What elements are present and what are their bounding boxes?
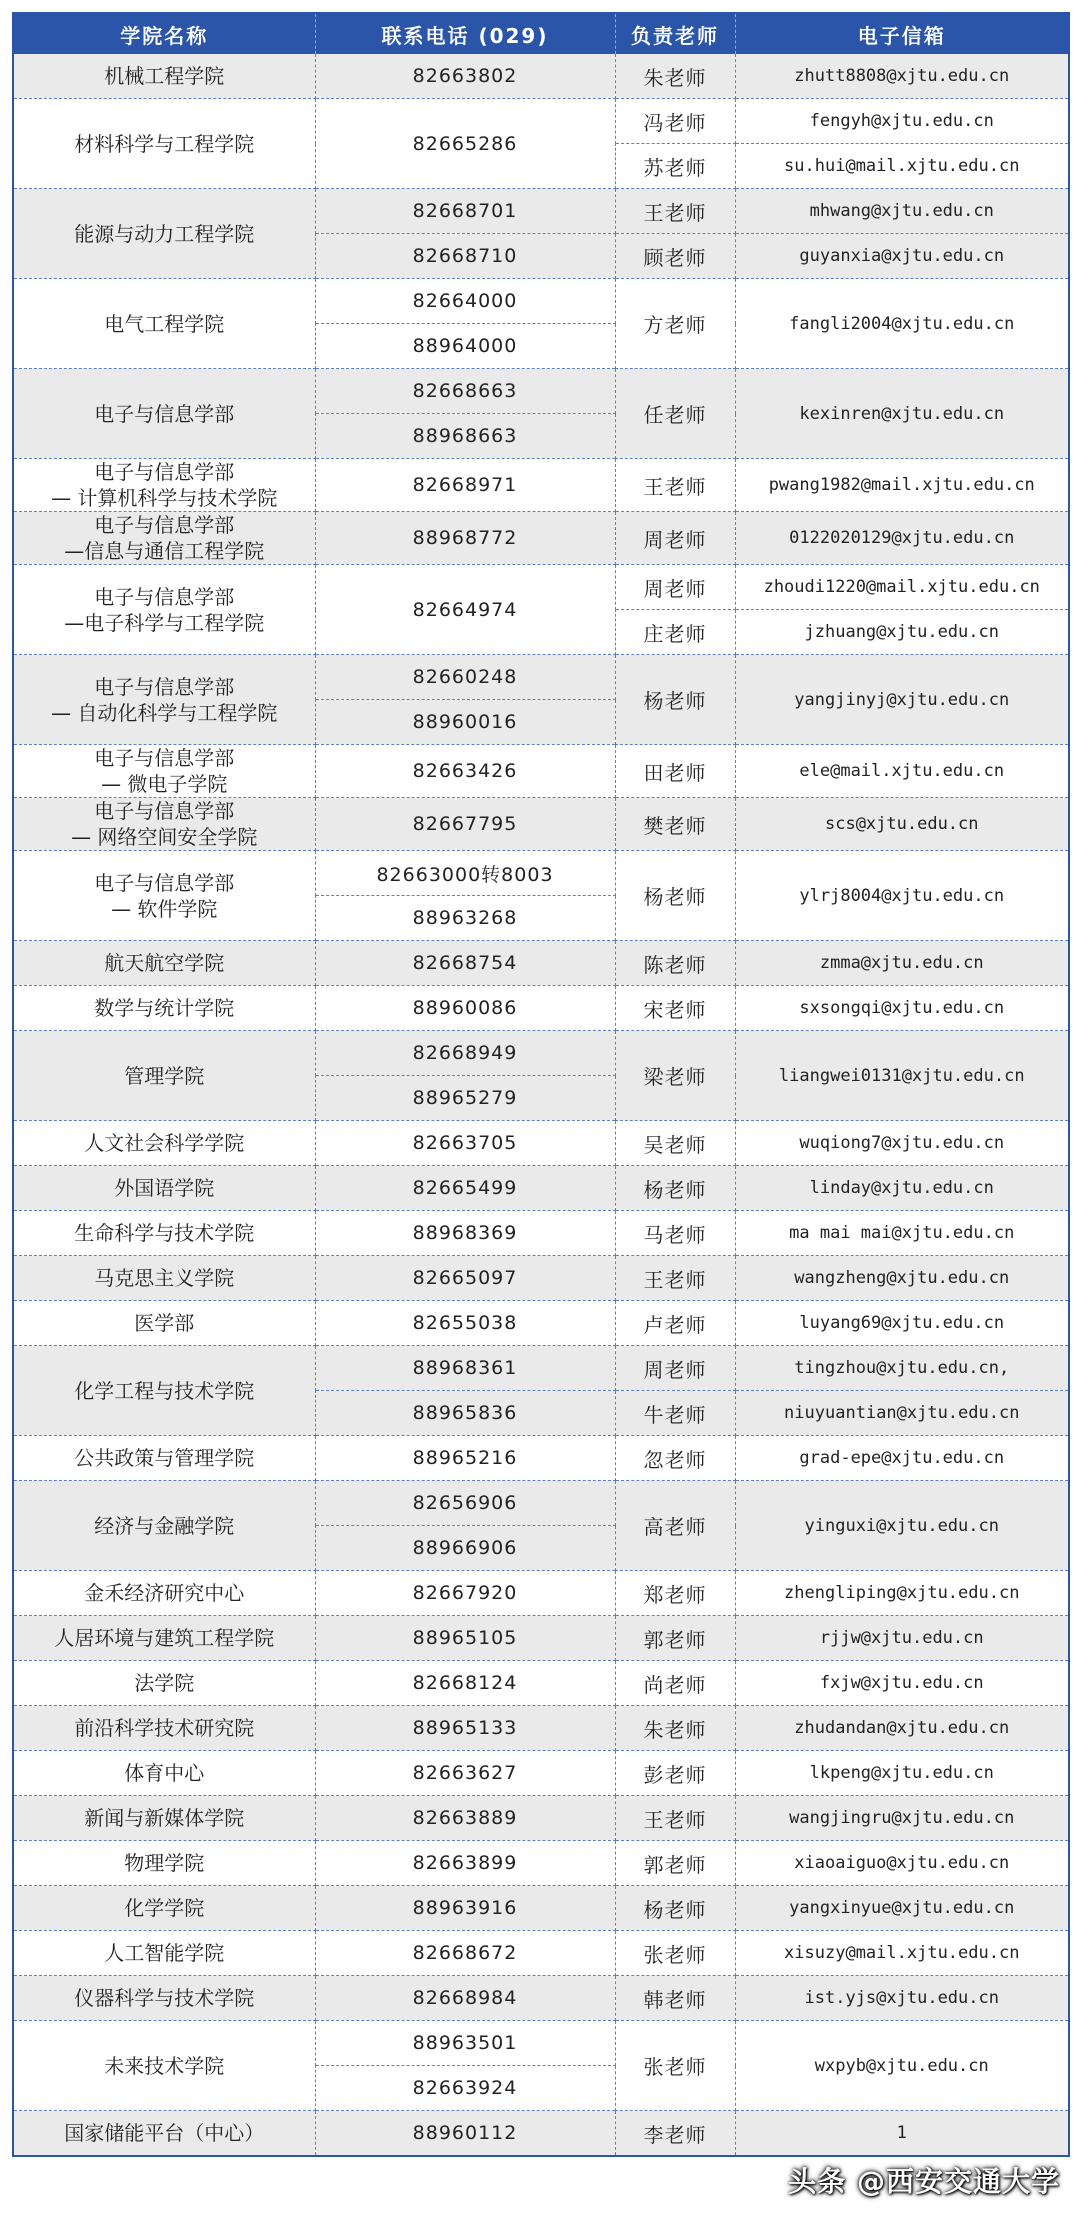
table-row xyxy=(13,655,1069,700)
phone-cell: 82668754 xyxy=(315,941,615,986)
table-row xyxy=(13,1301,1069,1346)
phone-cell: 88966906 xyxy=(315,1526,615,1571)
email-link[interactable]: zhoudi1220@mail.xjtu.edu.cn xyxy=(735,565,1069,610)
college-cell xyxy=(13,1706,315,1751)
college-cell xyxy=(13,1751,315,1796)
college-name-line: 电子与信息学部 xyxy=(94,674,235,699)
email-link[interactable]: yangjinyj@xjtu.edu.cn xyxy=(735,655,1069,745)
teacher-cell: 周老师 xyxy=(615,565,735,610)
college-name-line: 电子与信息学部 xyxy=(94,460,235,484)
phone-cell: 82655038 xyxy=(315,1301,615,1346)
table-row xyxy=(13,279,1069,324)
college-name-line: 人工智能学院 xyxy=(104,1941,225,1965)
table-row xyxy=(13,1166,1069,1211)
teacher-cell: 宋老师 xyxy=(615,986,735,1031)
teacher-cell: 朱老师 xyxy=(615,1706,735,1751)
table-row xyxy=(13,1751,1069,1796)
table-row xyxy=(13,459,1069,512)
college-name-line: 电子与信息学部 xyxy=(94,584,235,609)
table-row xyxy=(13,565,1069,610)
email-link[interactable]: xisuzy@mail.xjtu.edu.cn xyxy=(735,1931,1069,1976)
table-row xyxy=(13,1976,1069,2021)
table-row xyxy=(13,99,1069,144)
phone-cell: 82668672 xyxy=(315,1931,615,1976)
email-link[interactable]: zhengliping@xjtu.edu.cn xyxy=(735,1571,1069,1616)
email-link[interactable]: su.hui@mail.xjtu.edu.cn xyxy=(735,144,1069,189)
email-link[interactable]: fengyh@xjtu.edu.cn xyxy=(735,99,1069,144)
table-row xyxy=(13,2021,1069,2066)
college-name-line: 经济与金融学院 xyxy=(94,1513,235,1538)
college-name-line: 生命科学与技术学院 xyxy=(74,1221,255,1245)
college-name-line: 医学部 xyxy=(134,1311,195,1335)
college-cell xyxy=(13,2111,315,2157)
phone-cell: 88960112 xyxy=(315,2111,615,2157)
college-name-line: —电子科学与工程学院 xyxy=(64,610,265,635)
teacher-cell: 王老师 xyxy=(615,1256,735,1301)
college-name-line: — 网络空间安全学院 xyxy=(71,825,258,849)
college-cell xyxy=(13,189,315,279)
email-link[interactable]: ist.yjs@xjtu.edu.cn xyxy=(735,1976,1069,2021)
phone-cell: 82656906 xyxy=(315,1481,615,1526)
teacher-cell: 任老师 xyxy=(615,369,735,459)
email-link[interactable]: yangxinyue@xjtu.edu.cn xyxy=(735,1886,1069,1931)
table-row xyxy=(13,1931,1069,1976)
email-link[interactable]: 1 xyxy=(735,2111,1069,2157)
phone-cell: 88963268 xyxy=(315,896,615,941)
college-cell xyxy=(13,1796,315,1841)
teacher-cell: 杨老师 xyxy=(615,1886,735,1931)
teacher-cell: 马老师 xyxy=(615,1211,735,1256)
teacher-cell: 梁老师 xyxy=(615,1031,735,1121)
college-name-line: 数学与统计学院 xyxy=(94,996,235,1020)
email-link[interactable]: pwang1982@mail.xjtu.edu.cn xyxy=(735,459,1069,512)
table-row xyxy=(13,1031,1069,1076)
teacher-cell: 庄老师 xyxy=(615,610,735,655)
college-name-line: — 计算机科学与技术学院 xyxy=(51,486,278,510)
college-cell xyxy=(13,1571,315,1616)
email-link[interactable]: ele@mail.xjtu.edu.cn xyxy=(735,745,1069,798)
phone-cell: 82665286 xyxy=(315,99,615,189)
table-row xyxy=(13,851,1069,896)
phone-cell: 82663899 xyxy=(315,1841,615,1886)
table-row xyxy=(13,1616,1069,1661)
teacher-cell: 郭老师 xyxy=(615,1616,735,1661)
email-link[interactable]: scs@xjtu.edu.cn xyxy=(735,798,1069,851)
college-cell xyxy=(13,1931,315,1976)
teacher-cell: 杨老师 xyxy=(615,851,735,941)
phone-cell: 82667920 xyxy=(315,1571,615,1616)
teacher-cell: 吴老师 xyxy=(615,1121,735,1166)
phone-cell: 82663802 xyxy=(315,54,615,99)
phone-cell: 82665097 xyxy=(315,1256,615,1301)
teacher-cell: 彭老师 xyxy=(615,1751,735,1796)
table-row xyxy=(13,1886,1069,1931)
phone-cell: 82665499 xyxy=(315,1166,615,1211)
college-name-line: —信息与通信工程学院 xyxy=(64,539,265,563)
teacher-cell: 朱老师 xyxy=(615,54,735,99)
phone-cell: 88965836 xyxy=(315,1391,615,1436)
college-name-line: 航天航空学院 xyxy=(104,951,225,975)
college-name-line: 公共政策与管理学院 xyxy=(74,1446,255,1470)
teacher-cell: 周老师 xyxy=(615,1346,735,1391)
phone-cell: 82667795 xyxy=(315,798,615,851)
email-link[interactable]: linday@xjtu.edu.cn xyxy=(735,1166,1069,1211)
teacher-cell: 苏老师 xyxy=(615,144,735,189)
phone-cell: 82660248 xyxy=(315,655,615,700)
phone-cell: 82668701 xyxy=(315,189,615,234)
phone-cell: 88968663 xyxy=(315,414,615,459)
table-row xyxy=(13,986,1069,1031)
college-name-line: — 微电子学院 xyxy=(101,772,228,796)
college-cell xyxy=(13,941,315,986)
teacher-cell: 王老师 xyxy=(615,459,735,512)
college-cell xyxy=(13,1886,315,1931)
college-cell xyxy=(13,2021,315,2111)
college-name-line: 物理学院 xyxy=(124,1851,205,1875)
phone-cell: 82668949 xyxy=(315,1031,615,1076)
teacher-cell: 顾老师 xyxy=(615,234,735,279)
college-cell xyxy=(13,99,315,189)
college-cell xyxy=(13,745,315,798)
phone-cell: 82663705 xyxy=(315,1121,615,1166)
email-link[interactable]: liangwei0131@xjtu.edu.cn xyxy=(735,1031,1069,1121)
phone-cell: 88965216 xyxy=(315,1436,615,1481)
table-row xyxy=(13,512,1069,565)
email-link[interactable]: zmma@xjtu.edu.cn xyxy=(735,941,1069,986)
phone-cell: 82668710 xyxy=(315,234,615,279)
phone-cell: 88960086 xyxy=(315,986,615,1031)
college-name-line: 人文社会科学学院 xyxy=(84,1131,245,1155)
teacher-cell: 牛老师 xyxy=(615,1391,735,1436)
phone-cell: 88965133 xyxy=(315,1706,615,1751)
college-cell xyxy=(13,512,315,565)
teacher-cell: 杨老师 xyxy=(615,1166,735,1211)
college-cell xyxy=(13,851,315,941)
phone-cell: 82664974 xyxy=(315,565,615,655)
college-name-line: 国家储能平台（中心） xyxy=(64,2121,265,2145)
watermark: 头条 @西安交通大学 xyxy=(788,2165,1060,2198)
email-link[interactable]: ma mai mai@xjtu.edu.cn xyxy=(735,1211,1069,1256)
table-row xyxy=(13,1121,1069,1166)
college-name-line: 材料科学与工程学院 xyxy=(74,131,255,156)
phone-cell: 82663889 xyxy=(315,1796,615,1841)
college-cell xyxy=(13,54,315,99)
teacher-cell: 张老师 xyxy=(615,2021,735,2111)
phone-cell: 88963501 xyxy=(315,2021,615,2066)
phone-cell: 88968369 xyxy=(315,1211,615,1256)
phone-cell: 82663627 xyxy=(315,1751,615,1796)
teacher-cell: 韩老师 xyxy=(615,1976,735,2021)
college-name-line: 前沿科学技术研究院 xyxy=(74,1716,255,1740)
college-cell xyxy=(13,1166,315,1211)
college-name-line: 机械工程学院 xyxy=(104,64,225,88)
email-link[interactable]: xiaoaiguo@xjtu.edu.cn xyxy=(735,1841,1069,1886)
college-cell xyxy=(13,1121,315,1166)
header-phone: 联系电话 (029) xyxy=(315,13,615,54)
college-cell xyxy=(13,798,315,851)
table-body xyxy=(13,54,1069,2156)
table-row xyxy=(13,369,1069,414)
phone-cell: 82668663 xyxy=(315,369,615,414)
email-link[interactable]: wuqiong7@xjtu.edu.cn xyxy=(735,1121,1069,1166)
email-link[interactable]: tingzhou@xjtu.edu.cn, xyxy=(735,1346,1069,1391)
college-name-line: 法学院 xyxy=(134,1671,195,1695)
email-link[interactable]: wangjingru@xjtu.edu.cn xyxy=(735,1796,1069,1841)
teacher-cell: 卢老师 xyxy=(615,1301,735,1346)
table-row xyxy=(13,1346,1069,1391)
email-link[interactable]: rjjw@xjtu.edu.cn xyxy=(735,1616,1069,1661)
college-cell xyxy=(13,1616,315,1661)
college-cell xyxy=(13,1841,315,1886)
college-name-line: 体育中心 xyxy=(124,1761,205,1785)
header-college: 学院名称 xyxy=(13,13,315,54)
college-name-line: 外国语学院 xyxy=(114,1176,215,1200)
college-name-line: 新闻与新媒体学院 xyxy=(84,1806,245,1830)
college-cell xyxy=(13,655,315,745)
college-name-line: 化学工程与技术学院 xyxy=(74,1378,255,1403)
email-link[interactable]: guyanxia@xjtu.edu.cn xyxy=(735,234,1069,279)
college-name-line: 电子与信息学部 xyxy=(94,746,235,770)
college-cell xyxy=(13,986,315,1031)
phone-cell: 88965279 xyxy=(315,1076,615,1121)
college-cell xyxy=(13,1211,315,1256)
table-row xyxy=(13,941,1069,986)
teacher-cell: 周老师 xyxy=(615,512,735,565)
college-name-line: 电气工程学院 xyxy=(104,311,225,336)
college-cell xyxy=(13,1346,315,1436)
table-row xyxy=(13,1706,1069,1751)
college-name-line: 电子与信息学部 xyxy=(94,401,235,426)
teacher-cell: 郑老师 xyxy=(615,1571,735,1616)
header-teacher: 负责老师 xyxy=(615,13,735,54)
college-cell xyxy=(13,1301,315,1346)
college-cell xyxy=(13,279,315,369)
teacher-cell: 冯老师 xyxy=(615,99,735,144)
email-link[interactable]: zhutt8808@xjtu.edu.cn xyxy=(735,54,1069,99)
college-name-line: 人居环境与建筑工程学院 xyxy=(54,1626,275,1650)
college-cell xyxy=(13,1436,315,1481)
email-link[interactable]: jzhuang@xjtu.edu.cn xyxy=(735,610,1069,655)
table-row xyxy=(13,54,1069,99)
phone-cell: 82668124 xyxy=(315,1661,615,1706)
email-link[interactable]: sxsongqi@xjtu.edu.cn xyxy=(735,986,1069,1031)
college-name-line: — 软件学院 xyxy=(111,896,218,921)
college-name-line: 化学学院 xyxy=(124,1896,205,1920)
teacher-cell: 张老师 xyxy=(615,1931,735,1976)
college-name-line: 电子与信息学部 xyxy=(94,870,235,895)
teacher-cell: 方老师 xyxy=(615,279,735,369)
college-name-line: 仪器科学与技术学院 xyxy=(74,1986,255,2010)
college-cell xyxy=(13,1481,315,1571)
college-cell xyxy=(13,369,315,459)
college-name-line: 能源与动力工程学院 xyxy=(74,221,255,246)
email-link[interactable]: kexinren@xjtu.edu.cn xyxy=(735,369,1069,459)
phone-cell: 88960016 xyxy=(315,700,615,745)
email-link[interactable]: niuyuantian@xjtu.edu.cn xyxy=(735,1391,1069,1436)
phone-cell: 82663426 xyxy=(315,745,615,798)
college-cell xyxy=(13,1256,315,1301)
phone-cell: 88968361 xyxy=(315,1346,615,1391)
teacher-cell: 陈老师 xyxy=(615,941,735,986)
table-row xyxy=(13,1796,1069,1841)
email-link[interactable]: mhwang@xjtu.edu.cn xyxy=(735,189,1069,234)
college-name-line: 未来技术学院 xyxy=(104,2053,225,2078)
email-link[interactable]: lkpeng@xjtu.edu.cn xyxy=(735,1751,1069,1796)
college-cell xyxy=(13,1031,315,1121)
teacher-cell: 樊老师 xyxy=(615,798,735,851)
phone-cell: 82663924 xyxy=(315,2066,615,2111)
table-row xyxy=(13,2111,1069,2157)
teacher-cell: 李老师 xyxy=(615,2111,735,2157)
email-link[interactable]: fangli2004@xjtu.edu.cn xyxy=(735,279,1069,369)
phone-cell: 82663000转8003 xyxy=(315,851,615,896)
table-header-row xyxy=(13,13,1069,54)
teacher-cell: 田老师 xyxy=(615,745,735,798)
email-link[interactable]: grad-epe@xjtu.edu.cn xyxy=(735,1436,1069,1481)
teacher-cell: 王老师 xyxy=(615,189,735,234)
college-name-line: 马克思主义学院 xyxy=(94,1266,235,1290)
phone-cell: 88963916 xyxy=(315,1886,615,1931)
teacher-cell: 尚老师 xyxy=(615,1661,735,1706)
table-row xyxy=(13,1571,1069,1616)
email-link[interactable]: ylrj8004@xjtu.edu.cn xyxy=(735,851,1069,941)
email-link[interactable]: yinguxi@xjtu.edu.cn xyxy=(735,1481,1069,1571)
teacher-cell: 杨老师 xyxy=(615,655,735,745)
email-link[interactable]: luyang69@xjtu.edu.cn xyxy=(735,1301,1069,1346)
table-row xyxy=(13,1211,1069,1256)
college-name-line: 金禾经济研究中心 xyxy=(84,1581,245,1605)
college-cell xyxy=(13,459,315,512)
contact-table xyxy=(12,12,1070,2157)
college-name-line: 电子与信息学部 xyxy=(94,513,235,537)
email-link[interactable]: 0122020129@xjtu.edu.cn xyxy=(735,512,1069,565)
table-row xyxy=(13,798,1069,851)
college-name-line: 管理学院 xyxy=(124,1063,205,1088)
table-row xyxy=(13,1481,1069,1526)
table-row xyxy=(13,745,1069,798)
table-row xyxy=(13,1436,1069,1481)
table-row xyxy=(13,1256,1069,1301)
teacher-cell: 王老师 xyxy=(615,1796,735,1841)
phone-cell: 88965105 xyxy=(315,1616,615,1661)
table-row xyxy=(13,1841,1069,1886)
college-cell xyxy=(13,1976,315,2021)
college-cell xyxy=(13,565,315,655)
teacher-cell: 忽老师 xyxy=(615,1436,735,1481)
teacher-cell: 高老师 xyxy=(615,1481,735,1571)
email-link[interactable]: wxpyb@xjtu.edu.cn xyxy=(735,2021,1069,2111)
table-row xyxy=(13,1661,1069,1706)
phone-cell: 88964000 xyxy=(315,324,615,369)
email-link[interactable]: zhudandan@xjtu.edu.cn xyxy=(735,1706,1069,1751)
college-name-line: — 自动化科学与工程学院 xyxy=(51,700,278,725)
phone-cell: 88968772 xyxy=(315,512,615,565)
phone-cell: 82664000 xyxy=(315,279,615,324)
phone-cell: 82668971 xyxy=(315,459,615,512)
email-link[interactable]: fxjw@xjtu.edu.cn xyxy=(735,1661,1069,1706)
college-cell xyxy=(13,1661,315,1706)
teacher-cell: 郭老师 xyxy=(615,1841,735,1886)
phone-cell: 82668984 xyxy=(315,1976,615,2021)
email-link[interactable]: wangzheng@xjtu.edu.cn xyxy=(735,1256,1069,1301)
header-email: 电子信箱 xyxy=(735,13,1069,54)
table-row xyxy=(13,189,1069,234)
college-name-line: 电子与信息学部 xyxy=(94,799,235,823)
